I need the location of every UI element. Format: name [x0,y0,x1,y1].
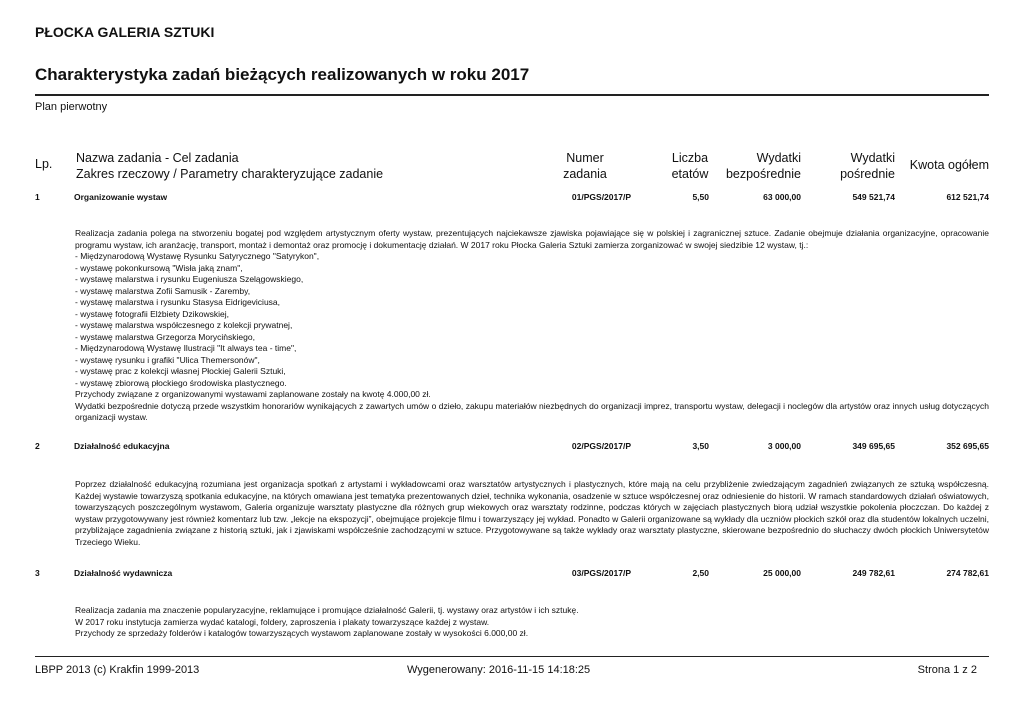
column-header-number [540,150,630,182]
task-description [75,479,989,548]
task-name: Działalność wydawnicza [74,568,173,578]
column-header-name-line1: Nazwa zadania - Cel zadania [76,151,239,165]
column-header-indirect-expenses [790,150,895,182]
column-header-indirect-line1: Wydatki [850,151,895,165]
footer-generated: Wygenerowany: 2016-11-15 14:18:25 [407,664,591,676]
task-direct-expenses: 63 000,00 [763,192,801,202]
description-line: Realizacja zadania ma znaczenie popularyzacyjne, reklamujące i promujące działalność Galerii, tj. wystawy oraz artystów i ich sztukę. [75,605,579,615]
description-line: - wystawę zbiorową płockiego środowiska plastycznego. [75,377,287,388]
task-indirect-expenses: 349 695,65 [852,441,895,451]
description-line: - wystawę malarstwa i rysunku Stasysa Eidrigeviciusa, [75,297,281,307]
document-title: Charakterystyka zadań bieżących realizowanych w roku 2017 [35,65,530,84]
description-line: - Międzynarodową Wystawę Ilustracji "It always tea - time", [75,343,297,353]
task-etaty: 5,50 [692,192,709,202]
column-header-lp: Lp. [35,157,53,171]
description-paragraph: Poprzez działalność edukacyjną rozumiana jest organizacja spotkań z artystami i wykładowcami oraz warsztatów artystycznych i plastycznych, które mają na celu przybliżenie zwiedzającym zagadnień związanych ze sztuką współczesną. Każdej wystawie towarzyszą spotkania edukacyjne, na których omawiana jest tematyka prezentowanych dzieł, technika wykonania, osadzenie w sztuce współczesnej oraz odniesienie do historii. W ramach standardowych działań oświatowych, towarzyszących poszczególnym wystawom, Galeria organizuje warsztaty plastyczne dla różnych grup wiekowych oraz warsztaty rodzinne, podczas których w zajęciach plastycznych biorą udział wszystkie pokolenia płoczczan. Do każdej z wystaw przygotowywany jest również komentarz lub tzw. „lekcje na ekspozycji”, obejmujące projekcje filmu i towarzyszący jej wykład. Ponadto w Galerii organizowane są wykłady dla uczniów płockich szkół oraz dla studentów lokalnych uczelni, przybliżające zagadnienia związane z historią sztuki, jak i zjawiskami współcześnie zachodzącymi w sztuce. Przygotowywane są także wykłady oraz warsztaty plastyczne, skierowane bezpośrednio do słuchaczy dwóch płockich Uniwersytetów Trzeciego Wieku. [75,479,989,547]
description-line: - wystawę rysunku i grafiki "Ulica Themersonów", [75,354,260,365]
column-header-number-line2: zadania [563,167,607,181]
description-line: Przychody ze sprzedaży folderów i katalogów towarzyszących wystawom zaplanowane zostały w wysokości 6.000,00 zł. [75,628,529,638]
column-header-etaty-line2: etatów [671,167,709,181]
description-line: W 2017 roku instytucja zamierza wydać katalogi, foldery, zaproszenia i plakaty towarzyszące każdej z wystaw. [75,616,490,627]
task-lp: 1 [35,192,40,202]
column-header-total: Kwota ogółem [909,158,989,172]
description-line: - wystawę fotografii Elżbiety Dzikowskiej, [75,308,229,319]
task-name: Organizowanie wystaw [74,192,168,202]
task-indirect-expenses: 249 782,61 [852,568,895,578]
footer-copyright: LBPP 2013 (c) Krakfin 1999-2013 [35,664,200,676]
task-etaty: 2,50 [692,568,709,578]
column-header-direct-expenses [700,150,801,182]
description-line: - wystawę pokonkursową "Wisła jaką znam", [75,262,243,273]
task-lp: 2 [35,441,40,451]
column-header-etaty-line1: Liczba [671,151,709,165]
description-line: - wystawę prac z kolekcji własnej Płockiej Galerii Sztuki, [75,366,286,376]
description-line: - wystawę malarstwa i rysunku Eugeniusza Szelągowskiego, [75,274,304,284]
description-line: - wystawę malarstwa współczesnego z kolekcji prywatnej, [75,320,293,330]
title-divider [35,94,989,96]
description-line: Przychody związane z organizowanymi wystawami zaplanowane zostały na kwotę 4.000,00 zł. [75,389,431,399]
task-number: 03/PGS/2017/P [571,568,631,578]
column-header-direct-line2: bezpośrednie [725,167,801,181]
task-lp: 3 [35,568,40,578]
description-line: - wystawę malarstwa Grzegorza Moryciǹskiego, [75,331,255,342]
task-total: 274 782,61 [946,568,989,578]
task-indirect-expenses: 549 521,74 [852,192,895,202]
footer-divider [35,656,989,657]
description-line: - wystawę malarstwa Zofii Samusik - Zaremby, [75,285,251,296]
task-total: 352 695,65 [946,441,989,451]
task-direct-expenses: 25 000,00 [763,568,801,578]
description-paragraph: Wydatki bezpośrednie dotyczą przede wszystkim honorariów wynikających z zawartych umów o dzieło, zakupu materiałów niezbędnych do organizacji imprez, transportu wystaw, delegacji i noclegów dla artystów oraz innych usług dotyczących organizacji wystaw. [75,400,989,422]
task-number: 02/PGS/2017/P [571,441,631,451]
organization-name: PŁOCKA GALERIA SZTUKI [35,24,215,40]
task-number: 01/PGS/2017/P [571,192,631,202]
description-paragraph: Realizacja zadania polega na stworzeniu bogatej pod względem artystycznym oferty wystaw, prezentujących najciekawsze zjawiska pojawiające się w polskiej i zagranicznej sztuce. Zadanie obejmuje działania organizacyjne, opracowanie programu wystaw, ich aranżację, transport, montaż i demontaż oraz promocję i dokumentację działań. W 2017 roku Płocka Galeria Sztuki zamierza zorganizować w swojej siedzibie 12 wystaw, tj.: [75,228,989,250]
task-direct-expenses: 3 000,00 [767,441,801,451]
footer-page-number: Strona 1 z 2 [917,664,977,676]
column-header-direct-line1: Wydatki [756,151,801,165]
column-header-indirect-line2: pośrednie [840,167,895,181]
task-name: Działalność edukacyjna [74,441,170,451]
plan-label: Plan pierwotny [35,101,108,113]
column-header-number-line1: Numer [566,151,604,165]
task-total: 612 521,74 [946,192,989,202]
description-line: - Międzynarodową Wystawę Rysunku Satyrycznego "Satyrykon", [75,251,320,261]
column-header-name-line2: Zakres rzeczowy / Parametry charakteryzujące zadanie [76,167,384,181]
column-header-name [76,150,383,182]
task-description [75,605,989,640]
task-etaty: 3,50 [692,441,709,451]
task-description [75,228,989,424]
